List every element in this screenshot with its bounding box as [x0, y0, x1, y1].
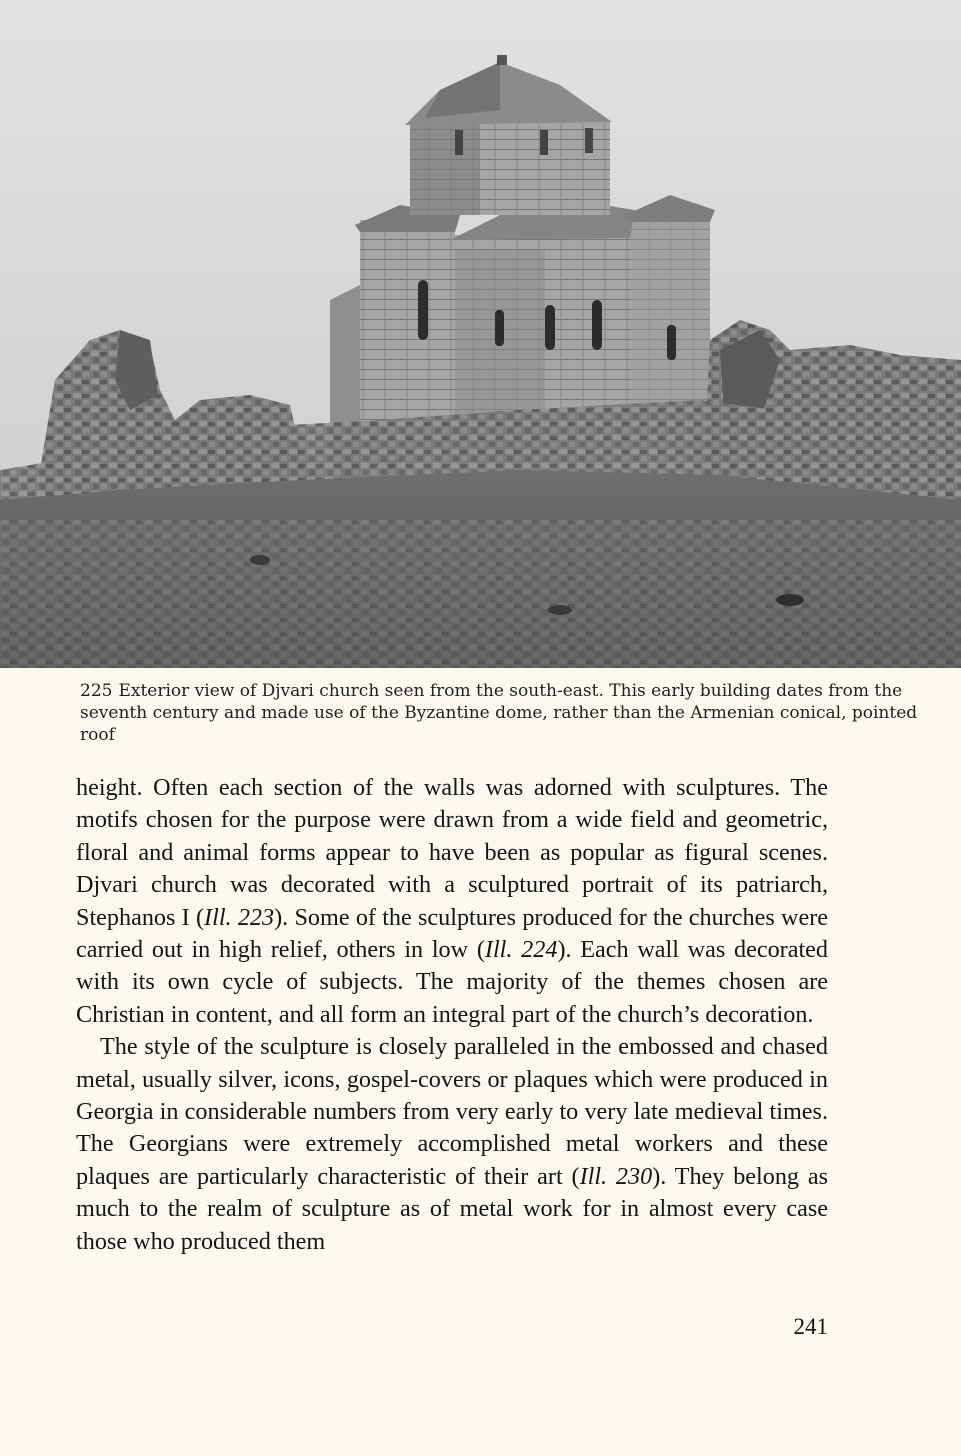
church-illustration — [0, 0, 961, 668]
paragraph — [76, 772, 828, 1031]
paragraph — [76, 1031, 828, 1258]
illustration-reference: Ill. 224 — [484, 936, 558, 964]
paragraph-text: The style of the sculpture is closely paralleled in the embossed and chased metal, usually silver, icons, gospel-covers or plaques which were produced in Georgia in considerable numbers from very early to very late medieval times. The Georgians were extremely accomplished metal workers and these plaques are particularly characteristic of their art ( — [76, 1033, 828, 1190]
body-text — [76, 772, 828, 1258]
figure-caption — [80, 680, 930, 746]
page-number: 241 — [793, 1314, 828, 1339]
illustration-reference: Ill. 230 — [579, 1162, 653, 1190]
paragraph-text: ). They belong as much to the realm of sculpture as of metal work for in almost every case those who produced them — [76, 1162, 828, 1255]
illustration-reference: Ill. 223 — [204, 903, 275, 931]
paragraph-text: ). Each wall was decorated with its own cycle of subjects. The majority of the themes chosen are Christian in content, and all form an integral part of the church’s decoration. — [76, 936, 829, 1028]
paragraph-text: height. Often each section of the walls was adorned with sculptures. The motifs chosen for the purpose were drawn from a wide field and geometric, floral and animal forms appear to have been as popular as figural scenes. Djvari church was decorated with a sculptured portrait of its patriarch, Stephanos I ( — [76, 774, 828, 931]
figure-caption-text: Exterior view of Djvari church seen from the south-east. This early building dates from the seventh century and made use of the Byzantine dome, rather than the Armenian conical, pointed roof — [80, 681, 918, 745]
paragraph-text: ). Some of the sculptures produced for the churches were carried out in high relief, others in low ( — [76, 903, 829, 964]
church-photograph — [0, 0, 961, 668]
figure-number: 225 — [80, 681, 113, 701]
